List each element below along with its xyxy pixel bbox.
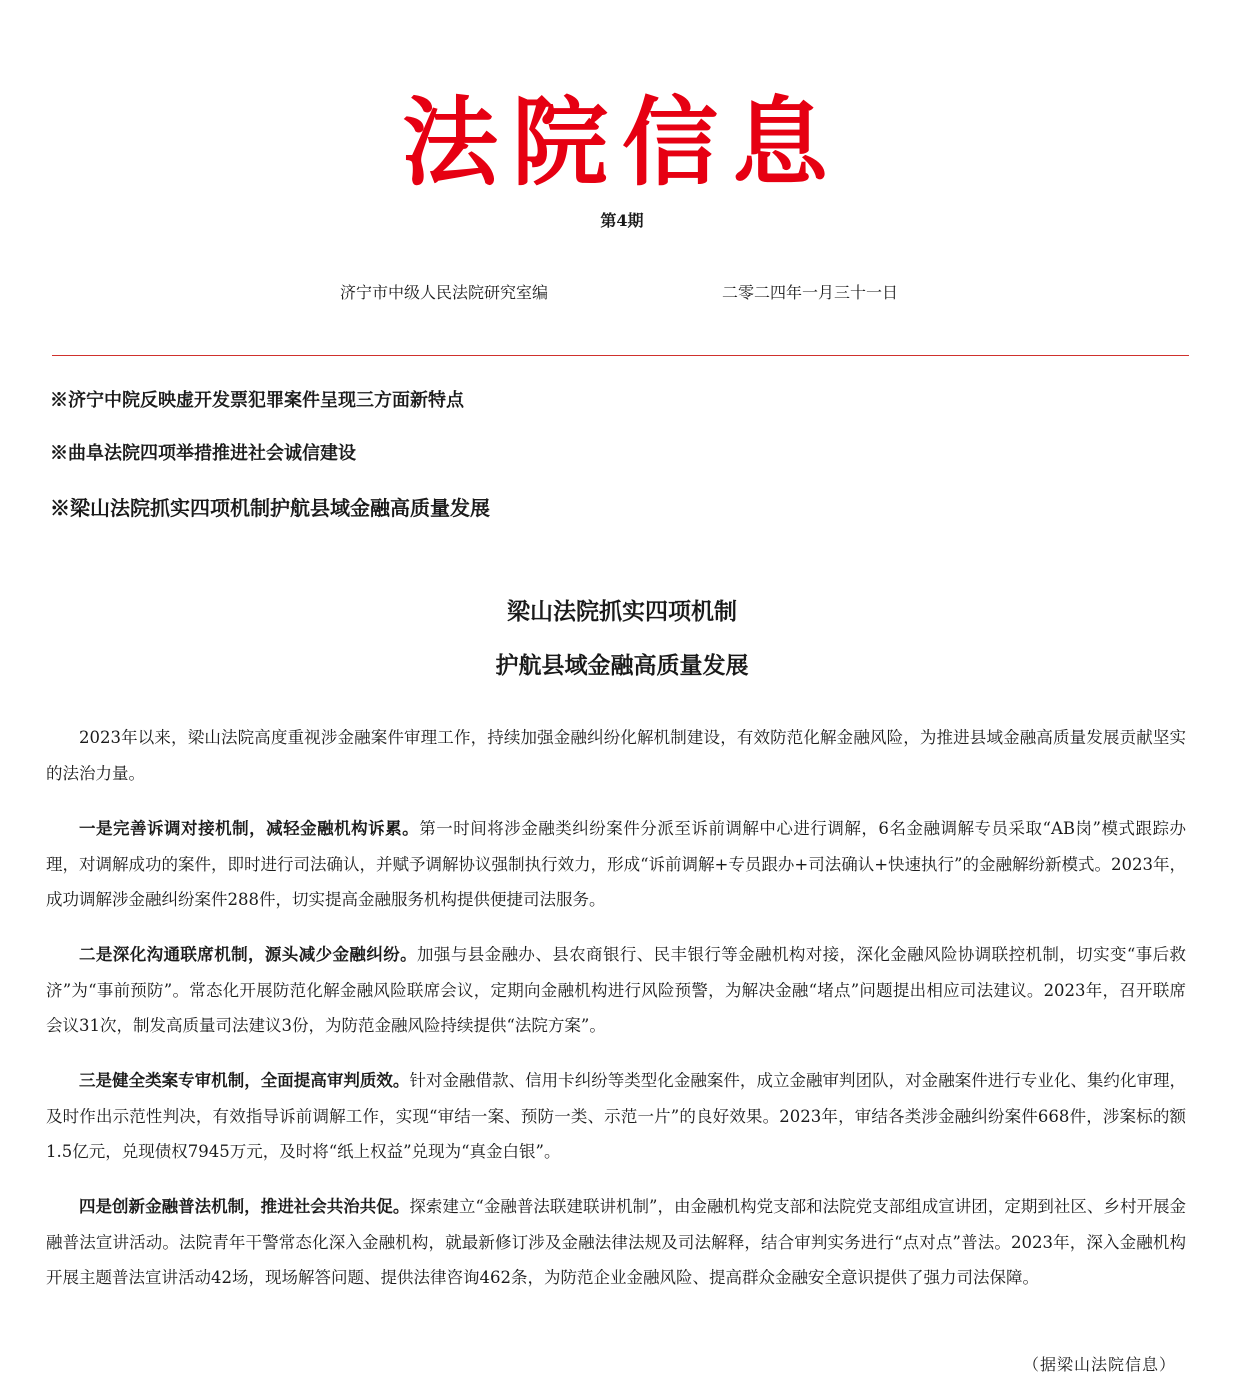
toc-item[interactable]: ※曲阜法院四项举措推进社会诚信建设 <box>50 443 356 464</box>
section-heading: 二是深化沟通联席机制，源头减少金融纠纷。 <box>79 945 418 964</box>
article-section <box>46 1189 1186 1296</box>
article-section <box>46 1063 1186 1170</box>
article-section <box>46 811 1186 918</box>
issue-number: 第4期 <box>600 211 644 230</box>
toc-item[interactable]: ※济宁中院反映虚开发票犯罪案件呈现三方面新特点 <box>50 390 464 411</box>
publication-date: 二零二四年一月三十一日 <box>722 283 899 302</box>
section-heading: 一是完善诉调对接机制，减轻金融机构诉累。 <box>79 819 420 838</box>
section-body: 针对金融借款、信用卡纠纷等类型化金融案件，成立金融审判团队，对金融案件进行专业化、集约化审理，及时作出示范性判决，有效指导诉前调解工作，实现“审结一案、预防一类、示范一片”的良好效果。2023年，审结各类涉金融纠纷案件668件，涉案标的额1.5亿元，兑现债权7945万元，及时将“纸上权益”兑现为“真金白银”。 <box>46 1071 1187 1161</box>
editor-line: 济宁市中级人民法院研究室编 <box>340 283 549 302</box>
article-source: （据梁山法院信息） <box>1022 1355 1176 1374</box>
section-body: 探索建立“金融普法联建联讲机制”，由金融机构党支部和法院党支部组成宣讲团，定期到社区、乡村开展金融普法宣讲活动。法院青年干警常态化深入金融机构，就最新修订涉及金融法律法规及司法解释，结合审判实务进行“点对点”普法。2023年，深入金融机构开展主题普法宣讲活动42场，现场解答问题、提供法律咨询462条，为防范企业金融风险、提高群众金融安全意识提供了强力司法保障。 <box>46 1197 1187 1287</box>
red-divider <box>52 355 1189 356</box>
article-title-line2: 护航县域金融高质量发展 <box>495 652 749 679</box>
section-heading: 四是创新金融普法机制，推进社会共治共促。 <box>79 1197 410 1216</box>
article-section <box>46 937 1186 1044</box>
toc-item[interactable]: ※梁山法院抓实四项机制护航县域金融高质量发展 <box>50 496 490 520</box>
section-body: 第一时间将涉金融类纠纷案件分派至诉前调解中心进行调解，6名金融调解专员采取“AB岗”模式跟踪办理，对调解成功的案件，即时进行司法确认，并赋予调解协议强制执行效力，形成“诉前调解+专员跟办+司法确认+快速执行”的金融解纷新模式。2023年，成功调解涉金融纠纷案件288件，切实提高金融服务机构提供便捷司法服务。 <box>46 819 1186 909</box>
masthead-title: 法院信息 <box>402 86 842 199</box>
article-title-line1: 梁山法院抓实四项机制 <box>507 598 737 625</box>
article-intro: 2023年以来，梁山法院高度重视涉金融案件审理工作，持续加强金融纠纷化解机制建设，有效防范化解金融风险，为推进县域金融高质量发展贡献坚实的法治力量。 <box>46 728 1186 783</box>
section-body: 加强与县金融办、县农商银行、民丰银行等金融机构对接，深化金融风险协调联控机制，切实变“事后救济”为“事前预防”。常态化开展防范化解金融风险联席会议，定期向金融机构进行风险预警，为解决金融“堵点”问题提出相应司法建议。2023年，召开联席会议31次，制发高质量司法建议3份，为防范金融风险持续提供“法院方案”。 <box>46 945 1187 1035</box>
section-heading: 三是健全类案专审机制，全面提高审判质效。 <box>79 1071 410 1090</box>
